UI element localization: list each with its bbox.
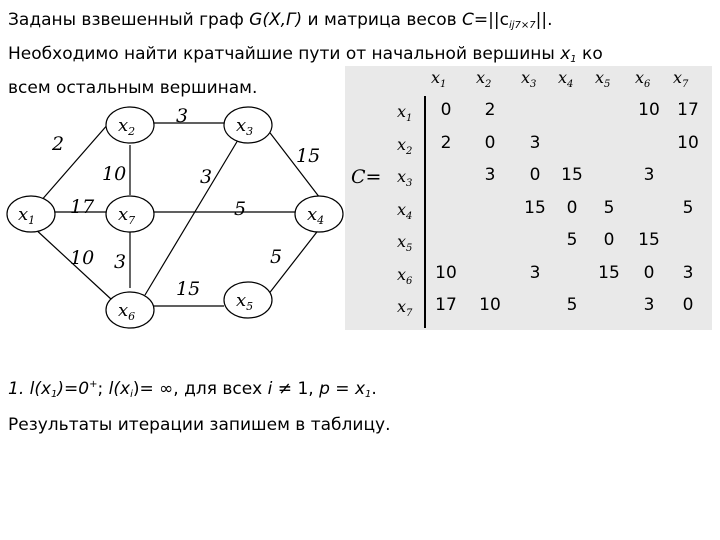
step-text: l(x [29,379,52,399]
graph-symbol: G(X,Г) [249,10,303,30]
iteration-step [8,370,708,440]
step-text: ; [97,379,109,399]
step-variable: i [267,379,273,399]
col-header: $x_6$ [635,68,651,91]
matrix-cell: 15 [598,262,620,283]
node-label-x2: $x_2$ [118,115,136,138]
row-header: $x_4$ [397,199,413,222]
matrix-cell: 3 [682,262,694,283]
matrix-cell: 15 [524,197,546,218]
statement-line-3: всем остальным вершинам. [8,78,258,98]
weight-x2-x7: 10 [102,163,127,185]
row-header: $x_5$ [397,232,413,255]
weight-x7-x6: 3 [114,251,127,273]
vertex-subscript: 1 [570,54,577,65]
weight-x3-x6: 3 [200,166,213,188]
weight-x2-x3: 3 [176,105,189,127]
matrix-cell: 0 [529,165,541,185]
weight-x1-x7: 17 [70,196,95,218]
node-label-x1: $x_1$ [18,204,36,227]
statement-text: Заданы взвешенный граф [8,10,250,30]
matrix-cell: 5 [682,197,694,218]
matrix-cell: 2 [484,100,496,120]
matrix-cell: 0 [566,197,578,218]
node-label-x7: $x_7$ [118,204,136,227]
vertex-symbol: x [560,44,571,64]
matrix-cell: 3 [643,165,655,185]
statement-text: ||. [535,10,553,30]
matrix-cell: 5 [566,230,578,250]
node-label-x6: $x_6$ [118,300,136,323]
matrix-cell: 0 [484,132,496,153]
matrix-cell: 10 [479,295,501,315]
matrix-cell: 5 [566,295,578,315]
matrix-cell: 10 [435,262,457,283]
step-line-2: Результаты итерации запишем в таблицу. [8,415,391,435]
matrix-cell: 0 [682,295,694,315]
matrix-cell: 3 [529,132,541,153]
node-label-x4: $x_4$ [307,204,325,227]
matrix-cell: 3 [484,165,496,185]
step-subscript: i [130,389,133,400]
matrix-cell: 15 [561,165,583,185]
statement-text: и матрица весов [302,10,463,30]
row-header: $x_7$ [397,297,413,320]
row-header: $x_1$ [397,102,413,125]
matrix-cell: 3 [529,262,541,283]
weight-x3-x4: 15 [296,145,321,167]
col-header: $x_7$ [673,68,689,91]
step-variable: x [354,379,365,399]
matrix-cell: 5 [603,197,615,218]
matrix-cell: 10 [638,100,660,120]
row-header: $x_2$ [397,134,413,157]
step-variable: p [319,379,330,399]
step-subscript: 1 [51,389,58,400]
step-text: . [371,379,377,399]
statement-text: ко [576,44,603,64]
weight-x7-x4: 5 [234,198,247,220]
weight-matrix [345,66,712,330]
statement-text: =||c [473,10,509,30]
col-header: $x_3$ [521,68,537,91]
node-label-x3: $x_3$ [236,115,254,138]
step-text: = [329,379,355,399]
col-header: $x_2$ [476,68,492,91]
weight-x1-x6: 10 [70,247,95,269]
matrix-cell: 17 [677,100,699,120]
matrix-cell: 10 [677,132,699,153]
step-line-1 [8,370,708,410]
step-number: 1. [8,379,30,399]
matrix-symbol: C [462,10,474,30]
weight-x1-x2: 2 [52,133,65,155]
edge-weights [51,105,320,300]
step-superscript: + [89,379,98,390]
step-text: )=0 [57,379,90,399]
statement-line-1 [8,6,708,40]
row-header: $x_3$ [397,167,413,190]
col-header: $x_1$ [431,68,447,91]
matrix-label: C= [351,166,382,188]
matrix-cell: 15 [638,230,660,250]
step-text: )= ∞, для всех [132,379,268,399]
matrix-cell: 0 [440,100,452,120]
step-text: l(x [108,379,131,399]
col-header: $x_5$ [595,68,611,91]
matrix-subscript: ij7×7 [508,20,536,31]
node-label-x5: $x_5$ [236,290,254,313]
matrix-cell: 2 [440,132,452,153]
weight-x5-x4: 5 [270,246,283,268]
weighted-graph [0,90,345,330]
row-header: $x_6$ [397,264,413,287]
edge-x3-x6 [145,140,238,295]
matrix-cell: 3 [643,295,655,315]
weight-x6-x5: 15 [176,278,201,300]
col-header: $x_4$ [558,68,574,91]
matrix-cell: 17 [435,295,457,315]
statement-text: Необходимо найти кратчайшие пути от начальной вершины [8,44,561,64]
matrix-left-bar [424,96,426,328]
step-text: ≠ 1, [272,379,320,399]
step-subscript: 1 [365,389,372,400]
matrix-cell: 0 [643,262,655,283]
matrix-cell: 0 [603,230,615,250]
